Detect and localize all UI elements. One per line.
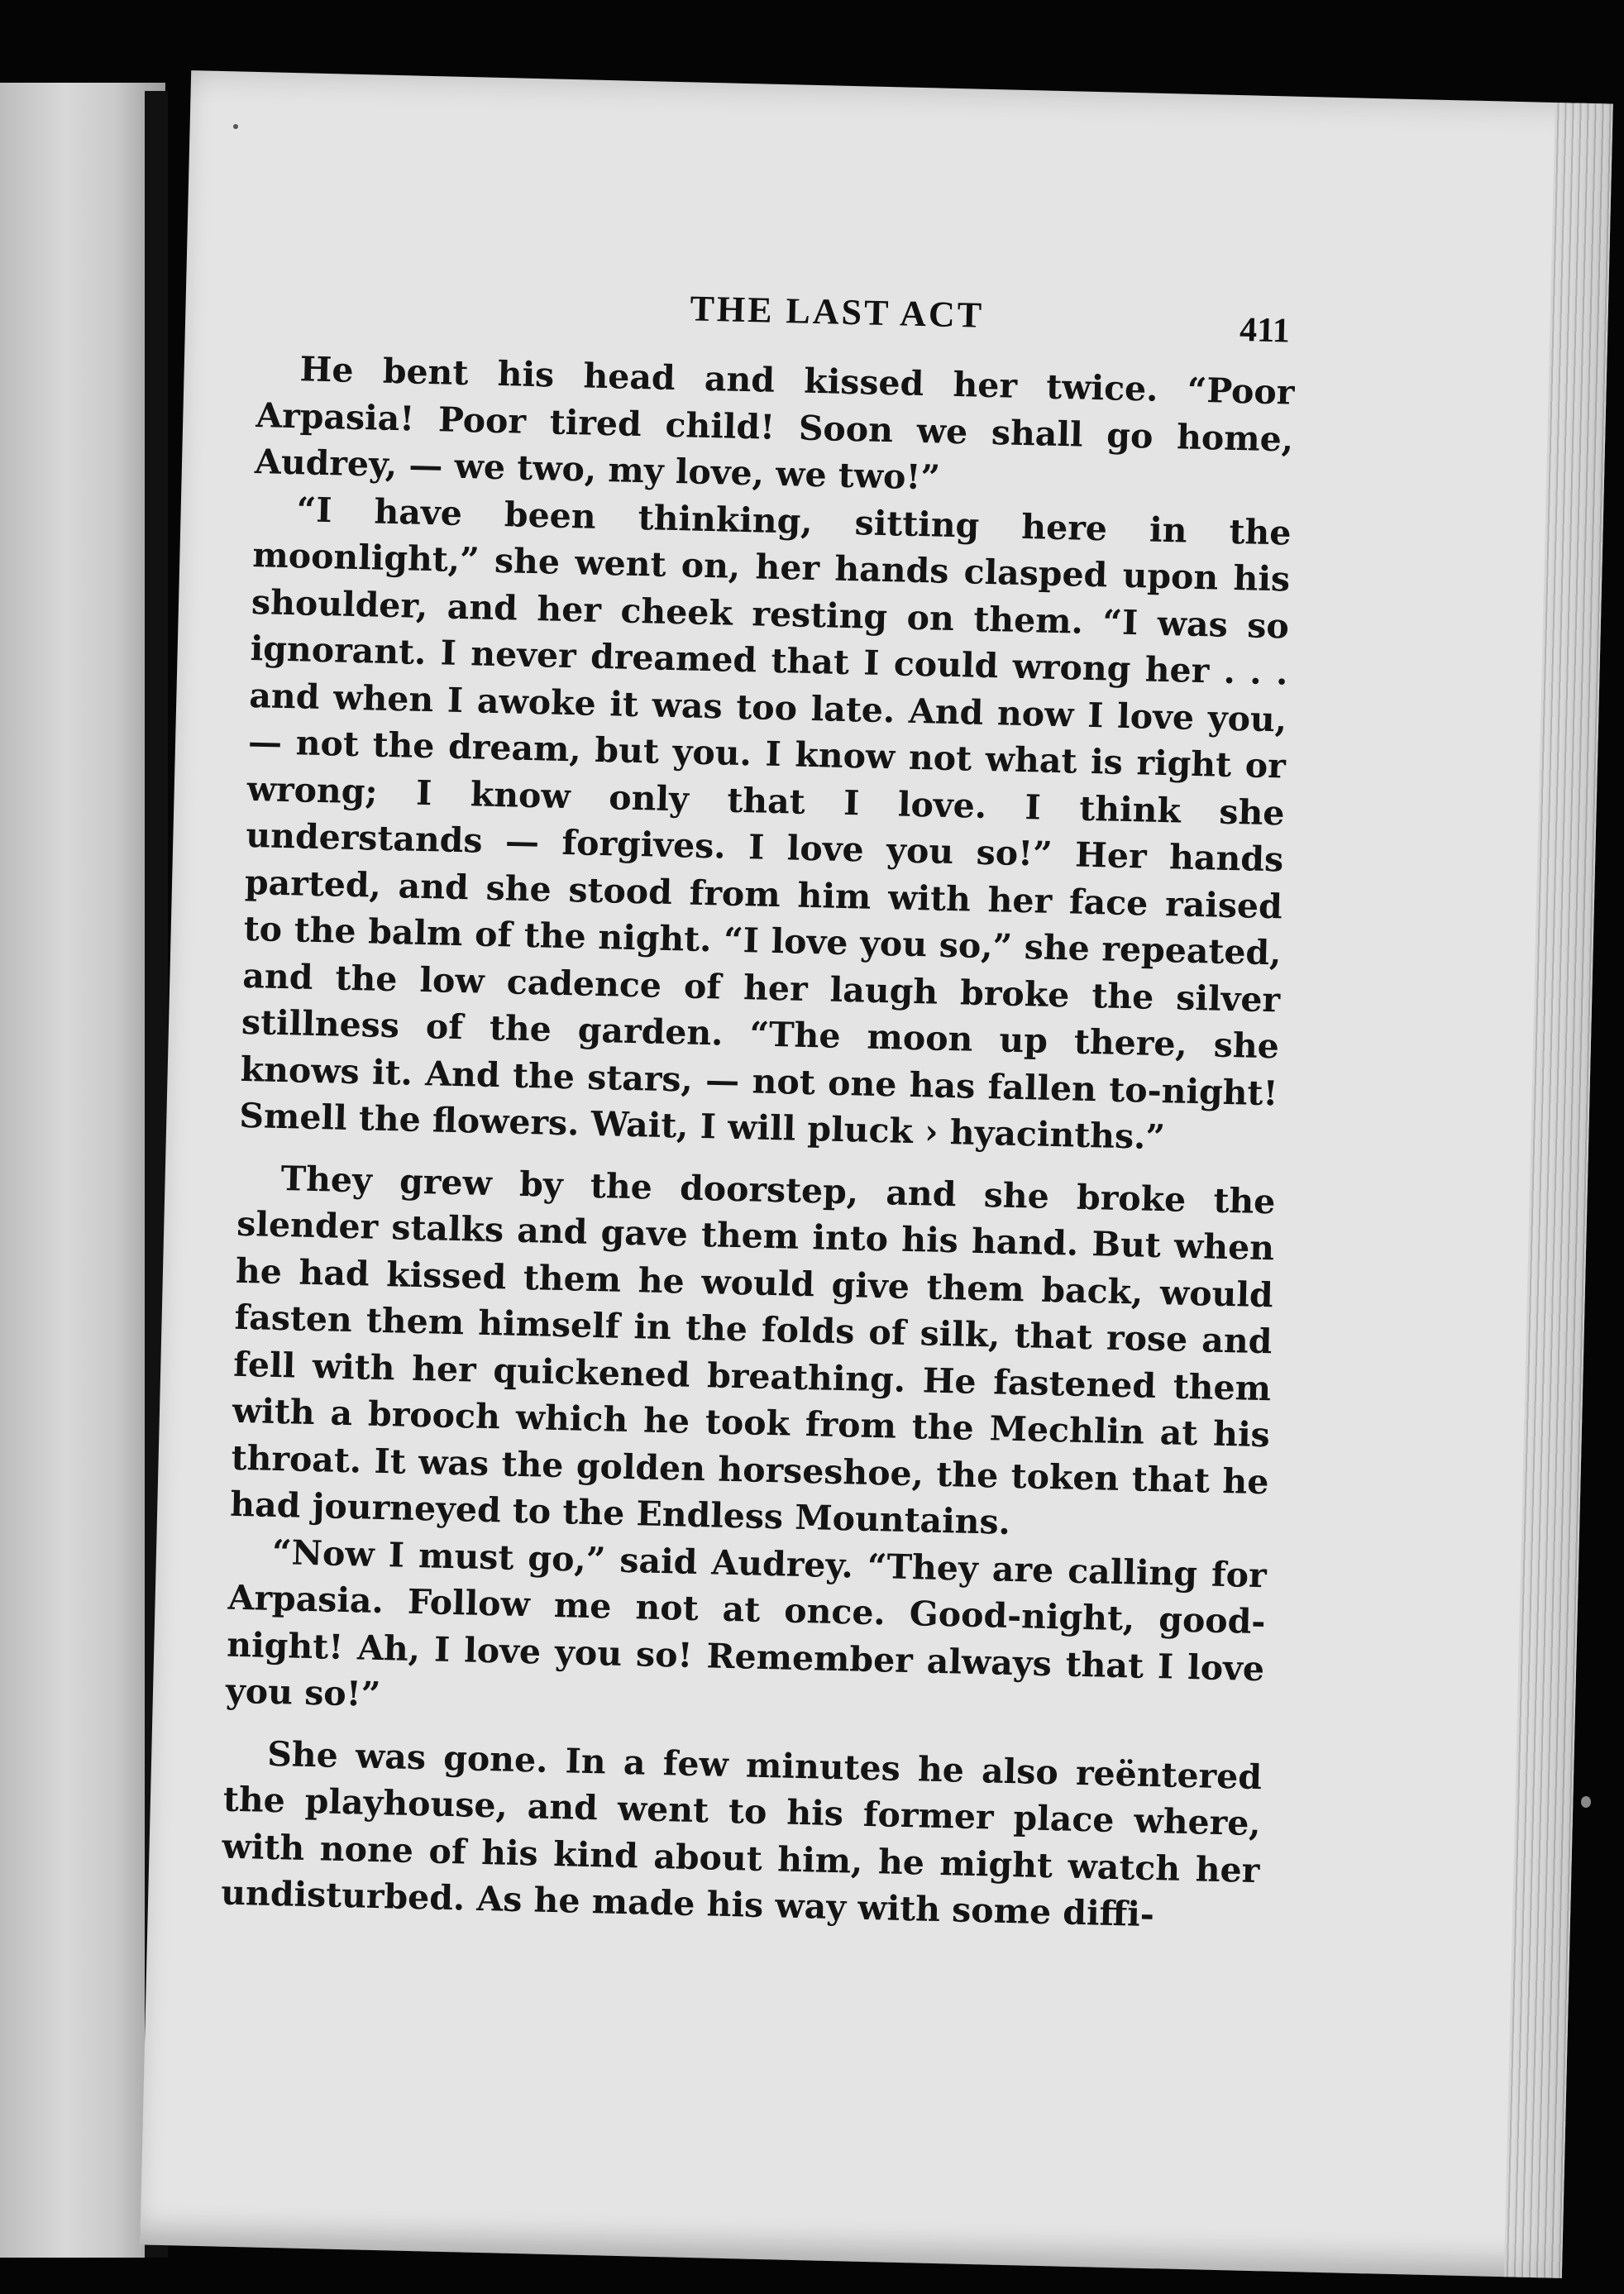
paragraph: She was gone. In a few minutes he also reëntered the playhouse, and went to his former place where, with none of his kind about him, he might watch her undisturbed. As he made his way with some diffi- bbox=[220, 1733, 1263, 1935]
paragraph: “Now I must go,” said Audrey. “They are calling for Arpasia. Follow me not at once. Good-night, good-night! Ah, I love you so! Remember always that I love you so!” bbox=[225, 1532, 1268, 1715]
chapter-title: THE LAST ACT bbox=[690, 288, 985, 336]
page-edges bbox=[1504, 103, 1613, 2278]
running-head bbox=[185, 275, 1608, 359]
speck bbox=[1581, 1796, 1591, 1808]
page-number: 411 bbox=[1239, 311, 1291, 351]
book-page bbox=[140, 70, 1612, 2278]
body-text bbox=[221, 345, 1295, 1941]
paragraph: He bent his head and kissed her twice. “Poor Arpasia! Poor tired child! Soon we shall go home, Audrey, — we two, my love, we two!” bbox=[254, 349, 1295, 498]
paragraph: “I have been thinking, sitting here in the moonlight,” she went on, her hands clasped upon his shoulder, and her cheek resting on them. “I was so ignorant. I never dreamed that I could wrong her . . . and when I awoke it was too late. And now I love you, — not the dream, but you. I know not what is right or wrong; I know only that I love. I think she understands — forgives. I love you so!” Her hands parted, and she stood from him with her face raised to the balm of the night. “I love you so,” she repeated, and the low cadence of her laugh broke the silver stillness of the garden. “The moon up there, she knows it. And the stars, — not one has fallen to-night! Smell the flowers. Wait, I will pluck › hyacinths.” bbox=[238, 489, 1292, 1158]
speck bbox=[233, 124, 238, 129]
facing-page-edge bbox=[0, 83, 165, 2258]
paragraph: They grew by the doorstep, and she broke the slender stalks and gave them into his hand. But when he had kissed them he would give them back, would fasten them himself in the folds of silk, that rose and fell with her quickened breathing. He fastened them with a brooch which he took from the Mechlin at his throat. It was the golden horseshoe, the token that he had journeyed to the Endless Mountains. bbox=[229, 1158, 1276, 1542]
